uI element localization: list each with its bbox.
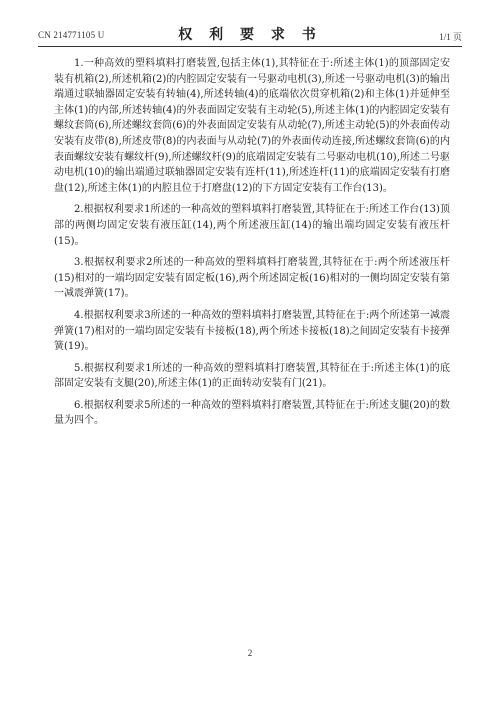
publication-number: CN 214771105 U <box>38 30 105 40</box>
page-count: 1/1 页 <box>439 32 462 42</box>
claim-5: 5.根据权利要求1所述的一种高效的塑料填料打磨装置,其特征在于:所述主体(1)的底部固定安装有支腿(20),所述主体(1)的正面转动安装有门(21)。 <box>54 362 450 390</box>
claim-1: 1.一种高效的塑料填料打磨装置,包括主体(1),其特征在于:所述主体(1)的顶部固定安装有机箱(2),所述机箱(2)的内腔固定安装有一号驱动电机(3),所述一号驱动电机(3)的输出端通过联轴器固定安装有转轴(4),所述转轴(4)的底端依次贯穿机箱(2)和主体(1)并延伸至主体(1)的内部,所述转轴(4)的外表面固定安装有主动轮(5),所述主体(1)的内腔固定安装有螺纹套筒(6),所述螺纹套筒(6)的外表面固定安装有从动轮(7),所述主动轮(5)的外表面传动安装有皮带(8),所述皮带(8)的内表面与从动轮(7)的外表面传动连接,所述螺纹套筒(6)的内表面螺纹安装有螺纹杆(9),所述螺纹杆(9)的底端固定安装有二号驱动电机(10),所述二号驱动电机(10)的输出端通过联轴器固定安装有连杆(11),所述连杆(11)的底端固定安装有打磨盘(12),所述主体(1)的内腔且位于打磨盘(12)的下方固定安装有工作台(13)。 <box>54 58 450 194</box>
claim-2: 2.根据权利要求1所述的一种高效的塑料填料打磨装置,其特征在于:所述工作台(13)顶部的两侧均固定安装有液压缸(14),两个所述液压缸(14)的输出端均固定安装有液压杆(15)。 <box>54 204 450 247</box>
document-header <box>38 24 462 47</box>
claim-6: 6.根据权利要求5所述的一种高效的塑料填料打磨装置,其特征在于:所述支腿(20)的数量为四个。 <box>54 399 450 427</box>
document-title: 权 利 要 求 书 <box>178 27 322 43</box>
claim-4: 4.根据权利要求3所述的一种高效的塑料填料打磨装置,其特征在于:两个所述第一减震弹簧(17)相对的一端均固定安装有卡接板(18),两个所述卡接板(18)之间固定安装有卡接弹簧(19)。 <box>54 309 450 353</box>
page-number: 2 <box>247 648 253 658</box>
claim-3: 3.根据权利要求2所述的一种高效的塑料填料打磨装置,其特征在于:两个所述液压杆(15)相对的一端均固定安装有固定板(16),两个所述固定板(16)相对的一侧均固定安装有第一减震弹簧(17)。 <box>54 257 450 300</box>
claims-body <box>54 56 450 435</box>
